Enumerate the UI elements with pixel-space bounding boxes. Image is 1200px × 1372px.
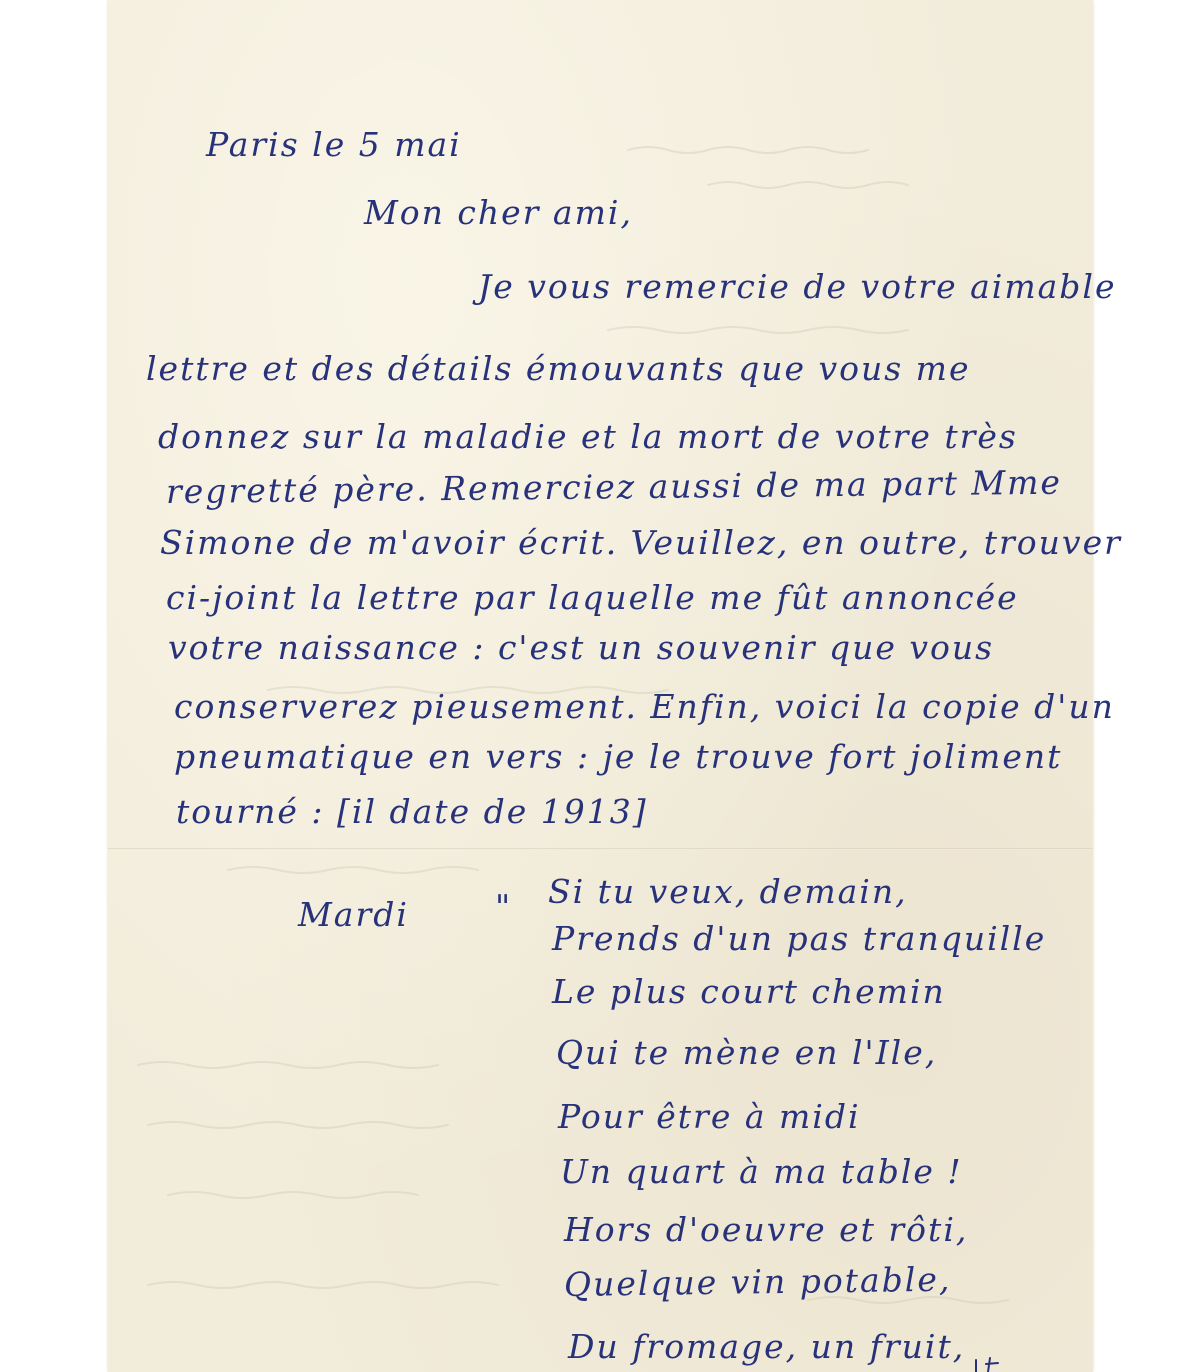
- body-line: tourné : [il date de 1913]: [176, 792, 648, 831]
- letter-sheet: [108, 0, 1122, 1372]
- poem-line: Le plus court chemin: [552, 972, 946, 1011]
- poem-line: Du fromage, un fruit,: [568, 1327, 966, 1366]
- poem-line: Un quart à ma table !: [560, 1152, 963, 1191]
- body-line: votre naissance : c'est un souvenir que vous: [168, 628, 995, 667]
- poem-line: Quelque vin potable,: [563, 1259, 952, 1304]
- body-line: pneumatique en vers : je le trouve fort joliment: [174, 737, 1063, 776]
- poem-line: Hors d'oeuvre et rôti,: [564, 1210, 969, 1249]
- cut-off-handwriting: [966, 1352, 1046, 1372]
- paper-fold-line: [108, 848, 1093, 850]
- poem-opening-quote: ": [495, 887, 513, 926]
- body-line: conserverez pieusement. Enfin, voici la copie d'un: [174, 687, 1115, 726]
- greeting: Mon cher ami,: [364, 193, 633, 232]
- poem-line: Pour être à midi: [558, 1097, 861, 1136]
- body-line: Simone de m'avoir écrit. Veuillez, en outre, trouver: [160, 523, 1122, 562]
- body-line: ci-joint la lettre par laquelle me fût annoncée: [166, 578, 1019, 617]
- poem-line: Prends d'un pas tranquille: [552, 919, 1047, 958]
- poem-line: Si tu veux, demain,: [548, 872, 908, 911]
- poem-line: Qui te mène en l'Ile,: [556, 1033, 938, 1072]
- date-line: Paris le 5 mai: [206, 125, 462, 164]
- body-line: donnez sur la maladie et la mort de votre très: [158, 417, 1018, 456]
- body-line: lettre et des détails émouvants que vous me: [146, 349, 971, 388]
- poem-day-label: Mardi: [298, 895, 409, 934]
- body-line: regretté père. Remerciez aussi de ma part Mme: [165, 462, 1063, 511]
- body-line: Je vous remercie de votre aimable: [478, 267, 1117, 306]
